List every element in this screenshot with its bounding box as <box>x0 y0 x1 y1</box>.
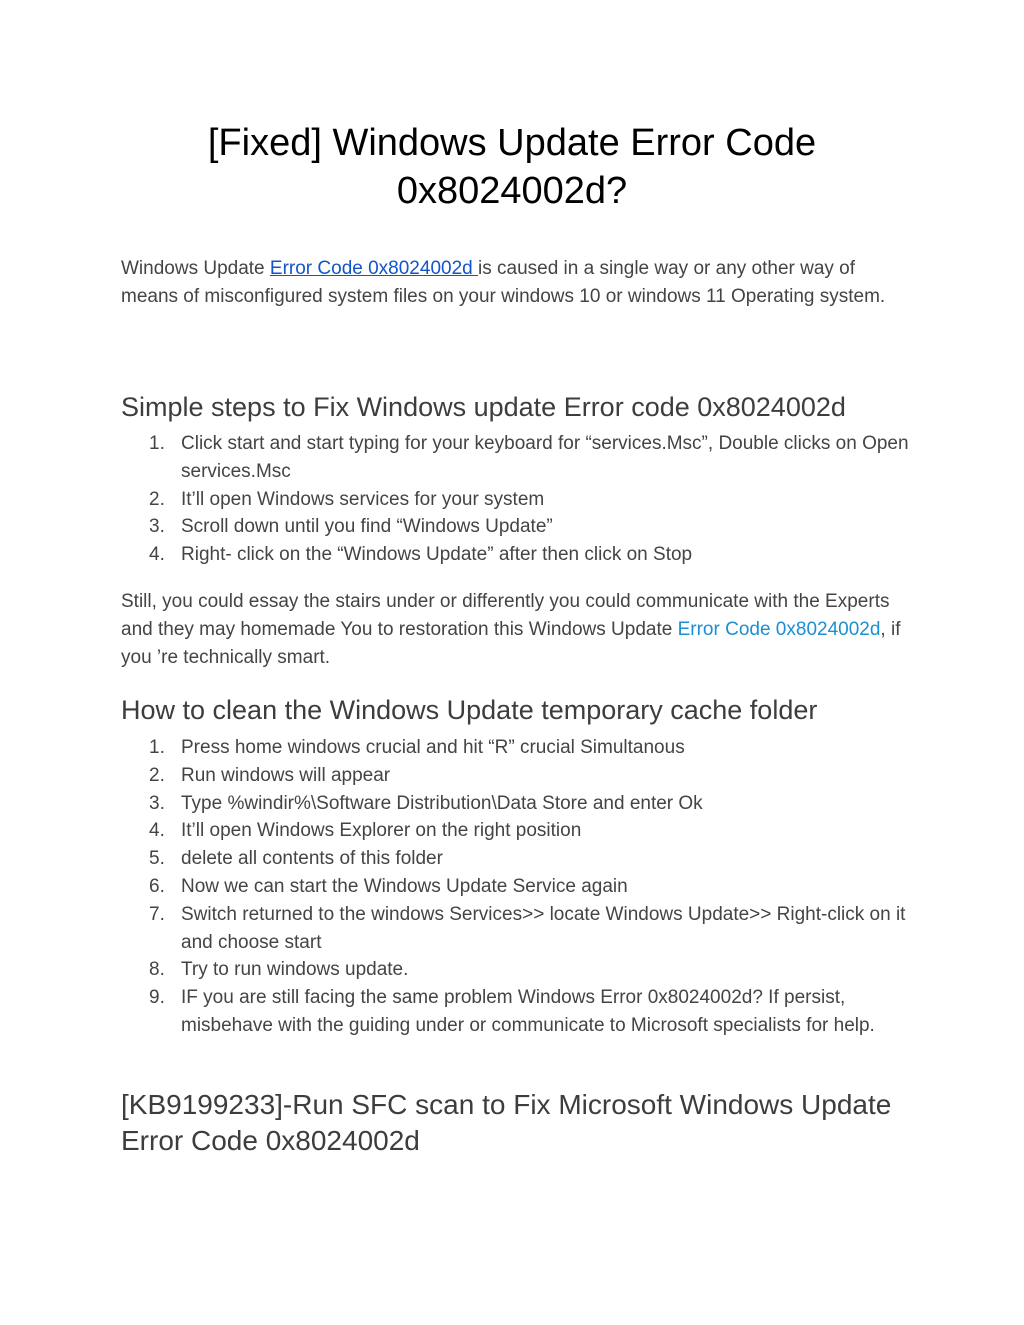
list-item <box>121 956 911 984</box>
list-item-text: Right- click on the “Windows Update” after then click on Stop <box>181 544 693 566</box>
list-item <box>121 734 911 762</box>
section3-heading-line2: Error Code 0x8024002d <box>121 1125 420 1156</box>
list-item-number: 7. <box>149 903 165 925</box>
list-item <box>121 817 911 845</box>
list-item <box>121 790 911 818</box>
intro-text-before: Windows Update <box>121 258 270 279</box>
section2-heading: How to clean the Windows Update temporary cache folder <box>121 695 818 725</box>
list-item-text: Now we can start the Windows Update Service again <box>181 875 628 897</box>
list-item-number: 4. <box>149 544 165 566</box>
list-item-text: Run windows will appear <box>181 764 391 786</box>
intro-paragraph <box>121 255 911 311</box>
error-code-link-2[interactable]: Error Code 0x8024002d <box>677 619 881 640</box>
section1-heading: Simple steps to Fix Windows update Error code 0x8024002d <box>121 392 846 422</box>
list-item-text: Click start and start typing for your keyboard for “services.Msc”, Double clicks on Open services.Msc <box>181 433 909 482</box>
list-item-text: Type %windir%\Software Distribution\Data Store and enter Ok <box>181 792 703 814</box>
list-item <box>121 984 911 1040</box>
list-item <box>121 762 911 790</box>
list-item-number: 3. <box>149 792 165 814</box>
list-item-text: It’ll open Windows Explorer on the right position <box>181 820 582 842</box>
list-item-text: Switch returned to the windows Services>> locate Windows Update>> Right-click on it and choose start <box>181 903 906 953</box>
error-code-link[interactable]: Error Code 0x8024002d <box>269 258 478 279</box>
section3-heading-line1: [KB9199233]-Run SFC scan to Fix Microsoft Windows Update <box>121 1089 892 1120</box>
list-item-text: delete all contents of this folder <box>181 848 443 870</box>
list-item <box>121 430 911 486</box>
list-item <box>121 845 911 873</box>
list-item <box>121 486 911 514</box>
list-item <box>121 873 911 901</box>
page-title-line2: 0x8024002d? <box>396 170 628 212</box>
para2-text-before: Still, you could essay the stairs under or differently you could communicate with the Experts and they may homemade You to restoration this Windows Update <box>121 591 890 640</box>
list-item-text: Press home windows crucial and hit “R” crucial Simultanous <box>181 737 685 758</box>
list-item-text: Scroll down until you find “Windows Update” <box>181 516 553 538</box>
experts-paragraph <box>121 588 911 672</box>
list-item-number: 6. <box>149 875 165 897</box>
list-item-text: It’ll open Windows services for your system <box>181 488 545 510</box>
page-title-line1: [Fixed] Windows Update Error Code <box>207 122 817 164</box>
section1-steps-list <box>121 430 911 569</box>
list-item <box>121 541 911 569</box>
section3-heading <box>121 1087 891 1159</box>
page-title <box>0 119 1024 215</box>
list-item-number: 2. <box>149 488 165 510</box>
list-item-number: 1. <box>149 433 165 454</box>
section2-steps-list <box>121 734 911 1040</box>
list-item <box>121 513 911 541</box>
list-item <box>121 901 911 957</box>
list-item-number: 5. <box>149 848 165 870</box>
list-item-number: 8. <box>149 959 165 981</box>
list-item-number: 3. <box>149 516 165 538</box>
list-item-number: 4. <box>149 820 165 842</box>
list-item-number: 9. <box>149 987 165 1009</box>
list-item-text: IF you are still facing the same problem Windows Error 0x8024002d? If persist, misbehave with the guiding under or communicate to Microsoft specialists for help. <box>181 987 875 1036</box>
para2-text-after: , if you ’re technically smart. <box>121 619 901 668</box>
intro-text-after: is caused in a single way or any other way of means of misconfigured system files on your windows 10 or windows 11 Operating system. <box>121 258 886 307</box>
list-item-number: 2. <box>149 764 165 786</box>
list-item-number: 1. <box>149 737 165 758</box>
list-item-text: Try to run windows update. <box>181 959 409 981</box>
